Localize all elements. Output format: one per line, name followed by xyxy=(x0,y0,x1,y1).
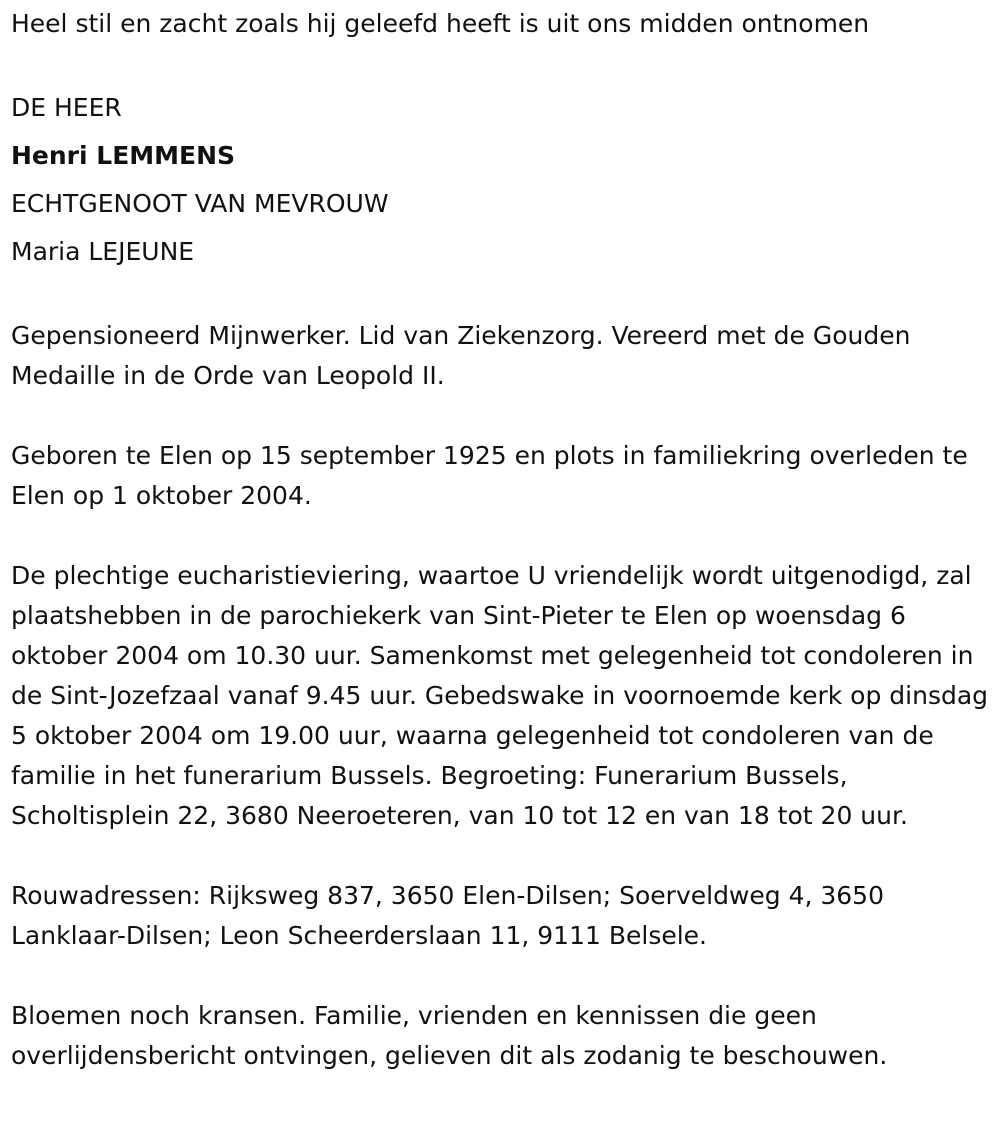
deceased-title: DE HEER xyxy=(11,93,122,122)
intro-line: Heel stil en zacht zoals hij geleefd heeft is uit ons midden ontnomen xyxy=(11,9,870,38)
spacer xyxy=(11,836,995,876)
relation-line: ECHTGENOOT VAN MEVROUW xyxy=(11,189,389,218)
ceremony-paragraph: De plechtige eucharistieviering, waartoe U vriendelijk wordt uitgenodigd, zal plaatshebben in de parochiekerk van Sint-Pieter te Elen op woensdag 6 oktober 2004 om 10.30 uur. Samenkomst met gelegenheid tot condoleren in de Sint-Jozefzaal vanaf 9.45 uur. Gebedswake in voornoemde kerk op dinsdag 5 oktober 2004 om 19.00 uur, waarna gelegenheid tot condoleren van de familie in het funerarium Bussels. Begroeting: Funerarium Bussels, Scholtisplein 22, 3680 Neeroeteren, van 10 tot 12 en van 18 tot 20 uur. xyxy=(11,561,989,830)
flowers-paragraph: Bloemen noch kransen. Familie, vrienden en kennissen die geen overlijdensbericht ontvingen, gelieven dit als zodanig te beschouwen. xyxy=(11,1001,888,1070)
obituary-notice xyxy=(11,4,995,1076)
spacer xyxy=(11,956,995,996)
spacer xyxy=(11,516,995,556)
birth-death-paragraph: Geboren te Elen op 15 september 1925 en plots in familiekring overleden te Elen op 1 oktober 2004. xyxy=(11,441,968,510)
occupation-paragraph: Gepensioneerd Mijnwerker. Lid van Ziekenzorg. Vereerd met de Gouden Medaille in de Orde van Leopold II. xyxy=(11,321,911,390)
spouse-name: Maria LEJEUNE xyxy=(11,237,195,266)
spacer xyxy=(11,44,995,84)
deceased-name: Henri LEMMENS xyxy=(11,141,236,170)
spacer xyxy=(11,276,995,316)
deceased-block xyxy=(11,84,995,276)
spacer xyxy=(11,396,995,436)
addresses-paragraph: Rouwadressen: Rijksweg 837, 3650 Elen-Dilsen; Soerveldweg 4, 3650 Lanklaar-Dilsen; Leon Scheerderslaan 11, 9111 Belsele. xyxy=(11,881,884,950)
